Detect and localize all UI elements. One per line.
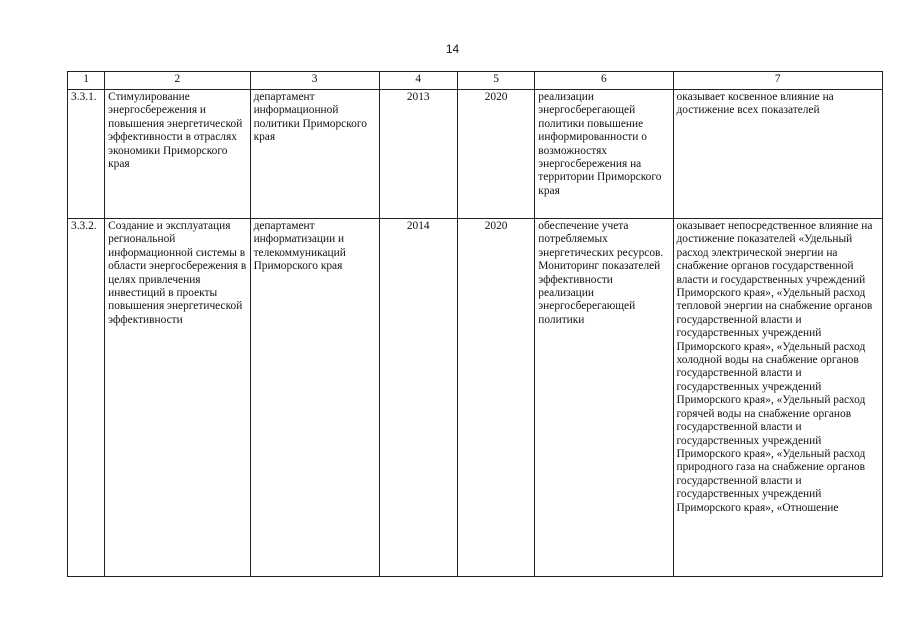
page-number: 14 — [445, 42, 460, 56]
indicator-link-cell: оказывает косвенное влияние на достижение всех показателей — [673, 90, 882, 219]
header-cell-3: 3 — [250, 72, 379, 90]
start-year-cell: 2014 — [379, 219, 457, 577]
program-activities-table — [67, 71, 883, 577]
header-cell-5: 5 — [457, 72, 534, 90]
end-year-cell: 2020 — [457, 219, 534, 577]
responsible-department-cell: департамент информационной политики Приморского края — [250, 90, 379, 219]
header-cell-6: 6 — [535, 72, 673, 90]
expected-result-cell: реализации энергосберегающей политики повышение информированности о возможностях энергосбережения на территории Приморского края — [535, 90, 673, 219]
header-cell-4: 4 — [379, 72, 457, 90]
header-cell-7: 7 — [673, 72, 882, 90]
row-number-cell: 3.3.1. — [68, 90, 105, 219]
indicator-link-cell: оказывает непосредственное влияние на достижение показателей «Удельный расход электрической энергии на снабжение органов государственной власти и государственных учреждений Приморского края», «Удельный расход тепловой энергии на снабжение органов государственной власти и государственных учреждений Приморского края», «Удельный расход холодной воды на снабжение органов государственной власти и государственных учреждений Приморского края», «Удельный расход горячей воды на снабжение органов государственной власти и государственных учреждений Приморского края», «Удельный расход природного газа на снабжение органов государственной власти и государственных учреждений Приморского края», «Отношение — [673, 219, 882, 577]
activity-name-cell: Стимулирование энергосбережения и повышения энергетической эффективности в отраслях экономики Приморского края — [105, 90, 250, 219]
table-row — [68, 90, 883, 219]
table-row — [68, 219, 883, 577]
header-cell-1: 1 — [68, 72, 105, 90]
row-number-cell: 3.3.2. — [68, 219, 105, 577]
table-header-row — [68, 72, 883, 90]
end-year-cell: 2020 — [457, 90, 534, 219]
header-cell-2: 2 — [105, 72, 250, 90]
responsible-department-cell: департамент информатизации и телекоммуникаций Приморского края — [250, 219, 379, 577]
expected-result-cell: обеспечение учета потребляемых энергетических ресурсов. Мониторинг показателей эффективности реализации энергосберегающей политики — [535, 219, 673, 577]
activity-name-cell: Создание и эксплуатация региональной информационной системы в области энергосбережения в целях привлечения инвестиций в проекты повышения энергетической эффективности — [105, 219, 250, 577]
start-year-cell: 2013 — [379, 90, 457, 219]
